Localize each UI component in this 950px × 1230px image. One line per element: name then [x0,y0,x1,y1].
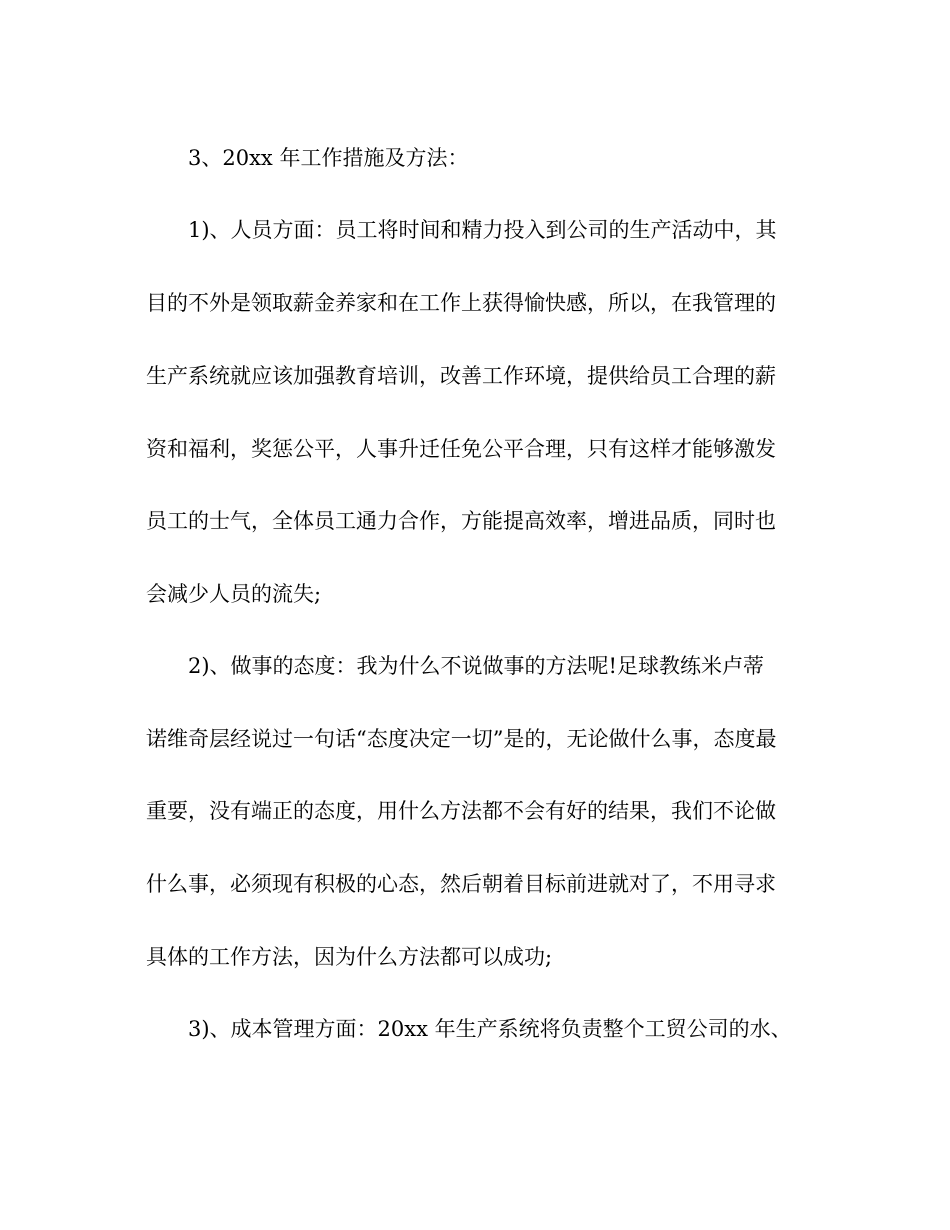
paragraph-line [0,356,950,396]
paragraph-text: 1)、人员方面：员工将时间和精力投入到公司的生产活动中，其 [188,218,777,242]
paragraph-text: 具体的工作方法，因为什么方法都可以成功; [146,945,553,969]
paragraph-line [0,1009,950,1049]
paragraph-line [0,429,950,469]
paragraph-text: 会减少人员的流失; [146,582,322,606]
paragraph-line [0,501,950,541]
paragraph-text: 2)、做事的态度：我为什么不说做事的方法呢!足球教练米卢蒂 [188,654,764,678]
paragraph-line [0,937,950,977]
paragraph-text: 目的不外是领取薪金养家和在工作上获得愉快感，所以，在我管理的 [146,291,776,315]
paragraph-line [0,864,950,904]
paragraph-line [0,719,950,759]
paragraph-text: 3)、成本管理方面：20xx 年生产系统将负责整个工贸公司的水、 [188,1017,792,1041]
paragraph-text: 诺维奇层经说过一句话“态度决定一切”是的，无论做什么事，态度最 [146,727,777,751]
paragraph-text: 员工的士气，全体员工通力合作，方能提高效率，增进品质，同时也 [146,509,776,533]
paragraph-text: 重要，没有端正的态度，用什么方法都不会有好的结果，我们不论做 [146,799,776,823]
paragraph-line [0,574,950,614]
heading-text: 3、20xx 年工作措施及方法： [188,146,469,170]
paragraph-text: 什么事，必须现有积极的心态，然后朝着目标前进就对了，不用寻求 [146,872,776,896]
section-heading [0,138,950,178]
paragraph-line [0,646,950,686]
paragraph-text: 资和福利，奖惩公平，人事升迁任免公平合理，只有这样才能够激发 [146,437,776,461]
paragraph-line [0,283,950,323]
paragraph-text: 生产系统就应该加强教育培训，改善工作环境，提供给员工合理的薪 [146,364,776,388]
paragraph-line [0,210,950,250]
paragraph-line [0,791,950,831]
